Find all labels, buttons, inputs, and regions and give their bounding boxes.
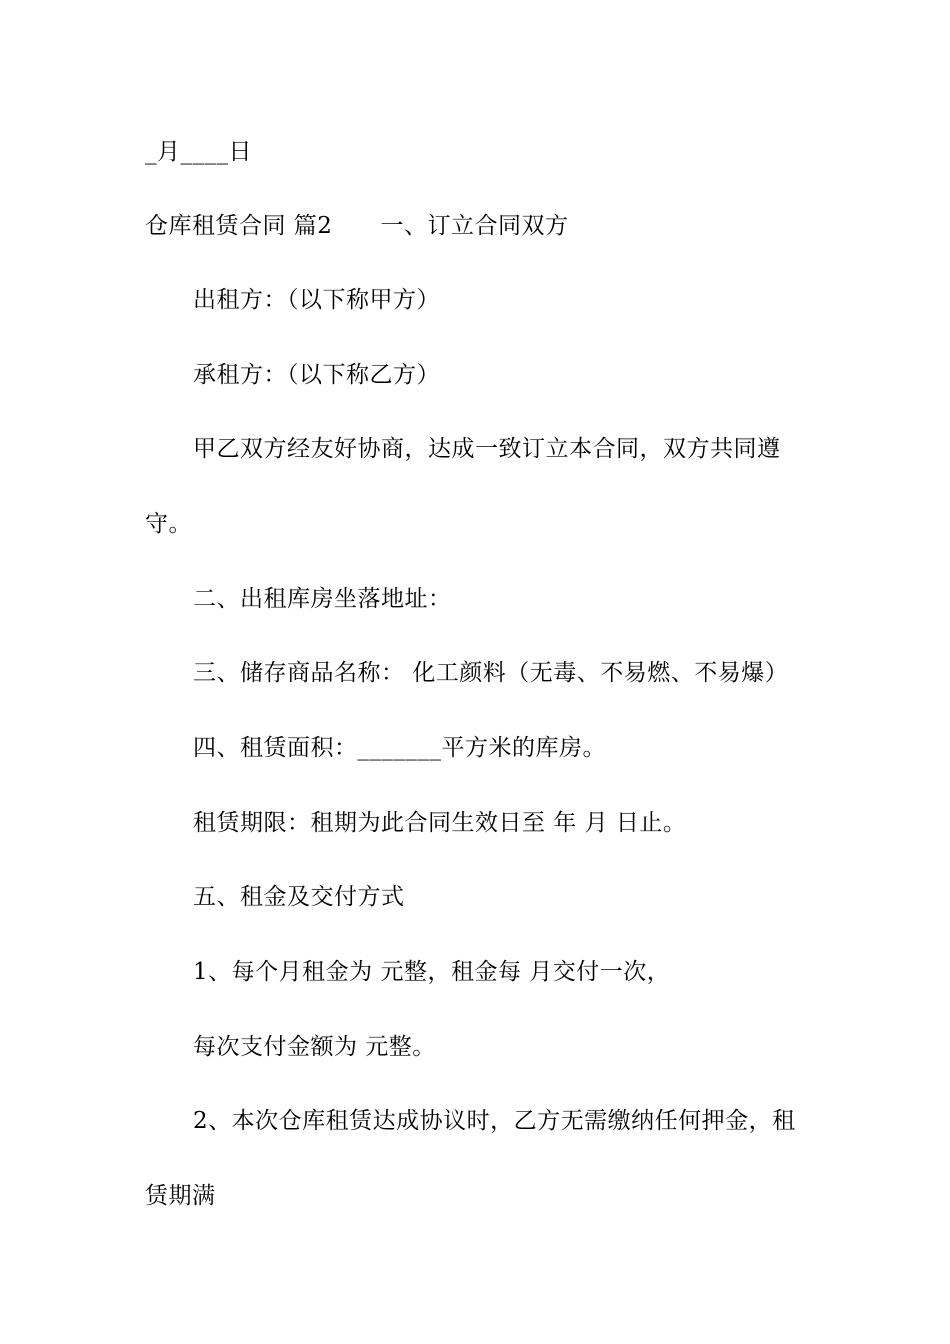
lessee-line: 承租方：（以下称乙方） (193, 362, 440, 388)
contract-title: 仓库租赁合同 篇2 (145, 213, 333, 239)
date-line: _月____日 (145, 139, 252, 165)
agreement-paragraph-line-1: 甲乙双方经友好协商，达成一致订立本合同，双方共同遵 (193, 436, 781, 462)
lease-term-line: 租赁期限：租期为此合同生效日至 年 月 日止。 (193, 810, 687, 836)
agreement-paragraph-line-2: 守。 (145, 511, 192, 537)
deposit-item-line-2: 赁期满 (145, 1183, 216, 1209)
deposit-item-line-1: 2、本次仓库租赁达成协议时，乙方无需缴纳任何押金，租 (193, 1108, 796, 1134)
section-heading-2: 二、出租库房坐落地址： (193, 586, 452, 612)
section-heading-5: 五、租金及交付方式 (193, 884, 405, 910)
section-heading-line (145, 211, 568, 241)
section-heading-4: 四、租赁面积：_______平方米的库房。 (193, 735, 606, 761)
section-heading-1: 一、订立合同双方 (380, 213, 569, 239)
section-heading-3: 三、储存商品名称： 化工颜料（无毒、不易燃、不易爆） (193, 660, 789, 686)
rent-item-1-line: 1、每个月租金为 元整，租金每 月交付一次， (193, 959, 671, 985)
payment-amount-line: 每次支付金额为 元整。 (193, 1034, 436, 1060)
lessor-line: 出租方：（以下称甲方） (193, 287, 440, 313)
